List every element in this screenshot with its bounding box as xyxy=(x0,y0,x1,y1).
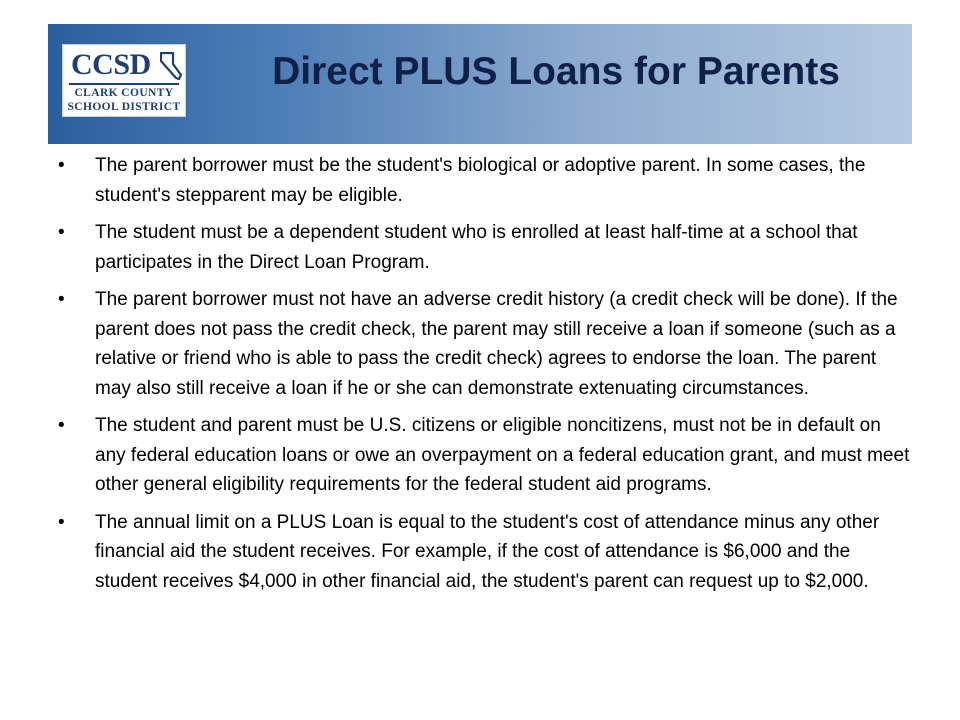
bullet-marker: • xyxy=(58,222,65,243)
bullet-item xyxy=(58,218,910,277)
bullet-list xyxy=(58,151,910,604)
district-logo xyxy=(62,44,186,117)
logo-divider xyxy=(69,83,179,85)
bullet-text: The student and parent must be U.S. citizens or eligible noncitizens, must not be in default on any federal education loans or owe an overpayment on a federal education grant, and must meet other general eligibility requirements for the federal student aid programs. xyxy=(95,415,910,495)
bullet-text: The student must be a dependent student who is enrolled at least half-time at a school that participates in the Direct Loan Program. xyxy=(95,222,858,273)
bullet-text: The parent borrower must be the student's biological or adoptive parent. In some cases, the student's stepparent may be eligible. xyxy=(95,155,866,206)
bullet-item xyxy=(58,285,910,403)
bullet-marker: • xyxy=(58,415,65,436)
bullet-item xyxy=(58,151,910,210)
logo-county-text: CLARK COUNTY xyxy=(74,87,174,99)
nevada-state-icon xyxy=(160,52,182,80)
bullet-marker: • xyxy=(58,289,65,310)
logo-header xyxy=(67,47,183,83)
bullet-text: The annual limit on a PLUS Loan is equal to the student's cost of attendance minus any other financial aid the student receives. For example, if the cost of attendance is $6,000 and the student receives $4,000 in other financial aid, the student's parent can request up to $2,000. xyxy=(95,511,880,592)
bullet-marker: • xyxy=(58,155,65,176)
logo-district-text: SCHOOL DISTRICT xyxy=(67,101,181,113)
bullet-item xyxy=(58,508,910,597)
slide-title: Direct PLUS Loans for Parents xyxy=(272,50,840,93)
logo-mark: CCSD xyxy=(71,48,151,81)
bullet-marker: • xyxy=(58,511,65,533)
bullet-item xyxy=(58,411,910,500)
bullet-text: The parent borrower must not have an adverse credit history (a credit check will be done). If the parent does not pass the credit check, the parent may still receive a loan if someone (such as a relative or friend who is able to pass the credit check) agrees to endorse the loan. The parent may also still receive a loan if he or she can demonstrate extenuating circumstances. xyxy=(95,289,898,399)
